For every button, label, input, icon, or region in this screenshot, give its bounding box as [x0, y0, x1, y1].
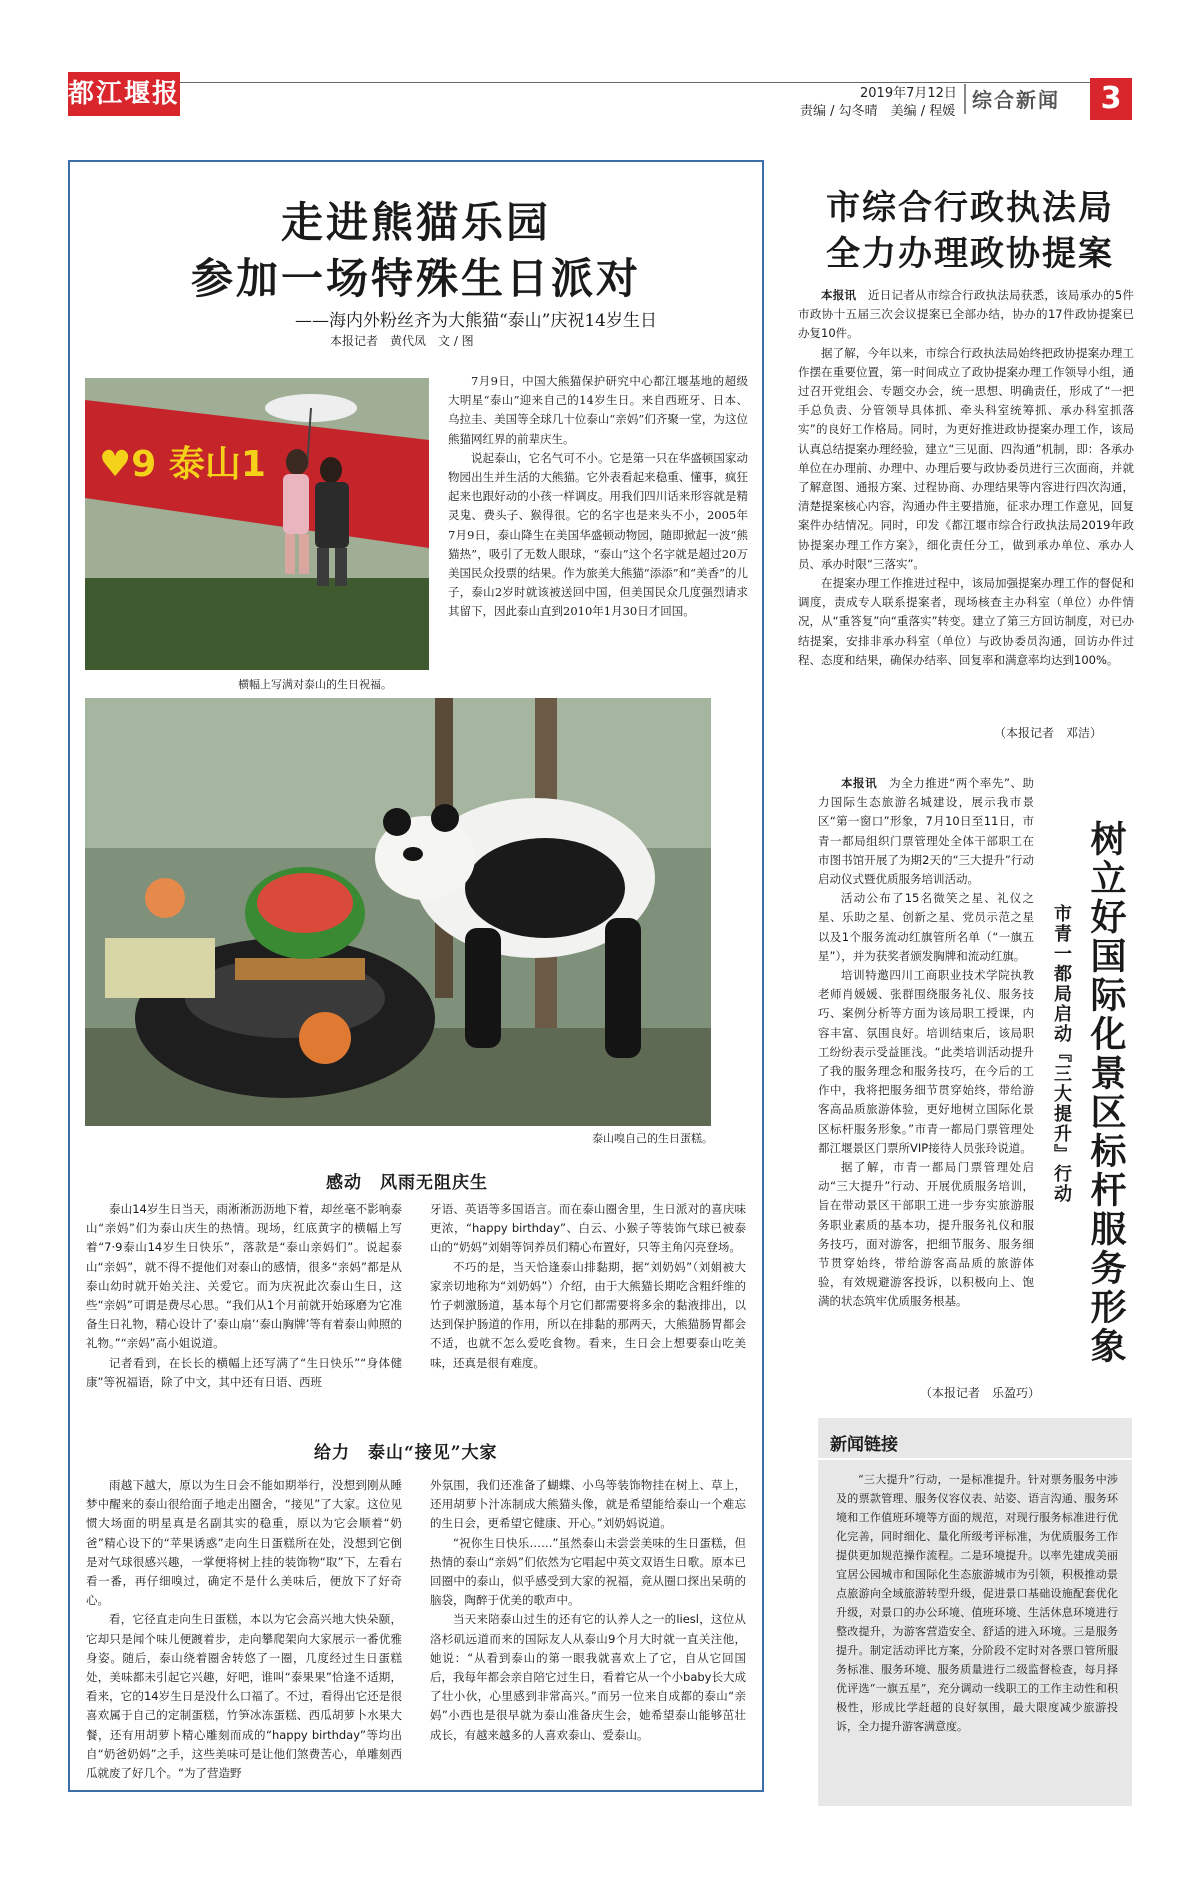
body-paragraph: 泰山14岁生日当天，雨淅淅沥沥地下着，却丝毫不影响泰山“亲妈”们为泰山庆生的热情。现场，红底黄字的横幅上写着“7·9泰山14岁生日快乐”，落款是“泰山亲妈们”。说起泰山“亲妈”，就不得不提他们对泰山的感情，很多“亲妈”都是从泰山幼时就开始关注、关爱它。而为庆祝此次泰山生日，这些“亲妈”可谓是费尽心思。“我们从1个月前就开始琢磨为它准备生日礼物，精心设计了‘泰山扇’‘泰山胸牌’等有着泰山帅照的礼物。”“亲妈”高小姐说道。 [86, 1202, 402, 1351]
body-paragraph: 当天来陪泰山过生的还有它的认养人之一的liesl，这位从洛杉矶远道而来的国际友人从泰山9个月大时就一直关注他，她说：“从看到泰山的第一眼我就喜欢上了它，自从它回国后，我每年都会亲自陪它过生日，看着它从一个小baby长大成了壮小伙，心里感到非常高兴。”而另一位来自成都的泰山“亲妈”小西也是很早就为泰山准备庆生会，她希望泰山能够茁壮成长，有越来越多的人喜欢泰山、爱泰山。 [430, 1612, 746, 1742]
issue-date: 2019年7月12日 [860, 86, 957, 101]
panda-article-subtitle: ——海内外粉丝齐为大熊猫“泰山”庆祝14岁生日 [294, 311, 657, 331]
page-number: 3 [1090, 78, 1132, 120]
panda-photo-illustration [85, 698, 711, 1126]
service-article-subtitle: 市青一都局启动『三大提升』行动 [1051, 904, 1072, 1204]
newspaper-logo: 都江堰报 [68, 72, 180, 116]
body-paragraph: 为全力推进“两个率先”、助力国际生态旅游名城建设，展示我市景区“第一窗口”形象，7月10日至11日，市青一都局组织门票管理处全体干部职工在市图书馆开展了为期2天的“三大提升”行动启动仪式暨优质服务培训活动。 [818, 776, 1035, 887]
enforcement-article-title-line2: 全力办理政协提案 [826, 234, 1114, 274]
section2-column-right [430, 1476, 746, 1745]
panda-article-intro [448, 372, 748, 622]
news-link-text: “三大提升”行动，一是标准提升。针对票务服务中涉及的票款管理、服务仪容仪表、站姿、语言沟通、服务环境和工作值班环境等方面的规范，对现行服务标准进行优化完善，同时细化、量化所级考评标准，为优质服务工作提供更加规范操作流程。二是环境提升。以率先建成美丽宜居公园城市和国际化生态旅游城市为引领，积极推动景点旅游向全域旅游转型升级，促进景口基础设施配套优化升级，对景口的办公环境、值班环境、生活休息环境进行整改提升，为游客营造安全、舒适的进入环境。三是服务提升。制定活动评比方案，分阶段不定时对各票口管所服务标准、服务环境、服务质量进行二级监督检查，每月择优评选“一旗五星”，充分调动一线职工的工作主动性和积极性，形成比学赶超的良好氛围，最大限度减少旅游投诉，全力提升游客满意度。 [836, 1473, 1118, 1733]
section1-heading: 感动 风雨无阻庆生 [326, 1173, 488, 1193]
banner-photo-text: ♥9 泰山1 [99, 444, 266, 485]
panda-article-title-line2: 参加一场特殊生日派对 [190, 254, 641, 303]
enforcement-article-byline: （本报记者 邓洁） [994, 726, 1103, 740]
service-article-body [818, 774, 1034, 1312]
news-link-divider [818, 1458, 1132, 1460]
page-editors: 责编 / 勾冬晴 美编 / 程媛 [800, 104, 956, 119]
news-link-heading: 新闻链接 [830, 1435, 898, 1455]
panda-intro-paragraph-1: 7月9日，中国大熊猫保护研究中心都江堰基地的超级大明星“泰山”迎来自己的14岁生日。来自西班牙、日本、乌拉圭、美国等全球几十位泰山“亲妈”们齐聚一堂，为这位熊猫网红界的前辈庆生。 [448, 374, 748, 446]
body-paragraph: 在提案办理工作推进过程中，该局加强提案办理工作的督促和调度，责成专人联系提案者，现场核查主办科室（单位）办件情况，从“重答复”向“重落实”转变。建立了第三方回访制度，对已办结提案，安排非承办科室（单位）与政协委员沟通，回访办件过程、态度和结果，确保办结率、回复率和满意率均达到100%。 [798, 576, 1134, 667]
section2-heading: 给力 泰山“接见”大家 [314, 1443, 498, 1463]
section2-column-left [86, 1476, 402, 1783]
panda-intro-paragraph-2: 说起泰山，它名气可不小。它是第一只在华盛顿国家动物园出生并生活的大熊猫。它外表看起来稳重、懂事，疯狂起来也跟好动的小孩一样调皮。用我们四川话来形容就是精灵鬼、费头子、猴得很。它的名字也是来头不小，2005年7月9日，泰山降生在美国华盛顿动物园，随即掀起一波“熊猫热”，吸引了无数人眼球，“泰山”这个名字就是超过20万美国民众投票的结果。作为旅美大熊猫“添添”和“美香”的儿子，泰山2岁时就该被送回中国，但美国民众几度强烈请求其留下，因此泰山直到2010年1月30日才回国。 [448, 450, 748, 619]
section-name: 综合新闻 [972, 88, 1060, 112]
body-paragraph: 外氛围，我们还准备了蝴蝶、小鸟等装饰物挂在树上、草上，还用胡萝卜汁冻制成大熊猫头像，就是希望能给泰山一个难忘的生日会，更希望它健康、开心。”刘奶妈说道。 [430, 1478, 746, 1531]
panda-photo [85, 698, 711, 1126]
body-paragraph: 不巧的是，当天恰逢泰山排黏期，据“刘奶妈”（刘娟被大家亲切地称为“刘奶妈”）介绍，由于大熊猫长期吃含粗纤维的竹子刺激肠道，基本每个月它们都需要将多余的黏液排出，以达到保护肠道的作用，所以在排黏的那两天，大熊猫肠胃都会不适，也就不怎么爱吃食物。看来，生日会上想要泰山吃美味，还真是很有难度。 [430, 1259, 746, 1370]
banner-photo-caption: 横幅上写满对泰山的生日祝福。 [238, 678, 392, 691]
body-paragraph: 据了解，今年以来，市综合行政执法局始终把政协提案办理工作摆在重要位置，第一时间成立了政协提案办理工作领导小组，通过召开党组会、专题交办会，统一思想、明确责任，形成了“一把手总负责、分管领导具体抓、牵头科室统筹抓、承办科室抓落实”的良好工作格局。同时，为更好推进政协提案办理工作，该局认真总结提案办理经验，建立“三见面、四沟通”机制，即：各承办单位在办理前、办理中、办理后要与政协委员进行三次面商，并就了解意图、通报方案、过程协商、办理结果等内容进行四次沟通，清楚提案核心内容，沟通办件主要措施，征求办理工作意见，回复案件办结情况。同时，印发《都江堰市综合行政执法局2019年政协提案办理工作方案》，细化责任分工，做到承办单位、承办人员、承办时限“三落实”。 [798, 345, 1134, 571]
service-article-title: 树立好国际化景区标杆服务形象 [1085, 820, 1127, 1366]
dateline: 本报讯 [841, 776, 878, 790]
dateline: 本报讯 [821, 288, 857, 302]
service-article-byline: （本报记者 乐盈巧） [920, 1386, 1041, 1400]
body-paragraph: 活动公布了15名微笑之星、礼仪之星、乐助之星、创新之星、党员示范之星以及1个服务流动红旗管所名单（“一旗五星”），并为获奖者颁发胸牌和流动红旗。 [818, 891, 1034, 963]
header-rule [68, 82, 1132, 83]
body-paragraph: 培训特邀四川工商职业技术学院执教老师肖媛媛、张群围绕服务礼仪、服务技巧、案例分析等方面为该局职工授课，内容丰富、氛围良好。培训结束后，该局职工纷纷表示受益匪浅。“此类培训活动提升了我的服务理念和服务技巧，在今后的工作中，我将把服务细节贯穿始终，带给游客高品质旅游体验，更好地树立国际化景区标杆服务形象。”市青一都局门票管理处都江堰景区门票所VIP接待人员张玲说道。 [818, 968, 1034, 1155]
section1-column-left [86, 1200, 402, 1392]
body-paragraph: 牙语、英语等多国语言。而在泰山圈舍里，生日派对的喜庆味更浓，“happy birthday”、白云、小猴子等装饰气球已被泰山的“奶妈”刘娟等饲养员们精心布置好，只等主角闪亮登场。 [430, 1202, 746, 1255]
enforcement-article-body [798, 286, 1134, 670]
body-paragraph: 近日记者从市综合行政执法局获悉，该局承办的5件市政协十五届三次会议提案已全部办结，协办的17件政协提案已办复10件。 [798, 288, 1135, 341]
body-paragraph: 雨越下越大，原以为生日会不能如期举行，没想到刚从睡梦中醒来的泰山很给面子地走出圈舍，“接见”了大家。这位见惯大场面的明星真是名副其实的稳重，原以为它会顺着“奶爸”精心设下的“苹果诱惑”走向生日蛋糕所在处，没想到它倒是对气球很感兴趣，一掌便将树上挂的装饰物“取”下，左看右看一番，再仔细嗅过，确定不是什么美味后，便放下了好奇心。 [86, 1478, 402, 1608]
body-paragraph: “祝你生日快乐……”虽然泰山未尝尝美味的生日蛋糕，但热情的泰山“亲妈”们依然为它唱起中英文双语生日歌。原本已回圈中的泰山，似乎感受到大家的祝福，竟从圈口探出呆萌的脑袋，陶醉于优美的歌声中。 [430, 1535, 746, 1608]
body-paragraph: 据了解，市青一都局门票管理处启动“三大提升”行动、开展优质服务培训，旨在带动景区干部职工进一步夯实旅游服务职业素质的基本功，提升服务礼仪和服务技巧，面对游客，把细节服务、服务细节贯穿始终，带给游客高品质的旅游体验，有效规避游客投诉，以积极向上、饱满的状态筑牢优质服务根基。 [818, 1160, 1034, 1309]
section1-column-right [430, 1200, 746, 1373]
body-paragraph: 看，它径直走向生日蛋糕，本以为它会高兴地大快朵颐，它却只是闻个味儿便踱着步，走向攀爬架向大家展示一番优雅身姿。随后，泰山绕着圈舍转悠了一圈，几度经过生日蛋糕处，美味都未引起它兴趣，好吧，谁叫“泰果果”恰逢不适期，看来，它的14岁生日是没什么口福了。不过，看得出它还是很喜欢属于自己的定制蛋糕，竹笋冰冻蛋糕、西瓜胡萝卜水果大餐，还有用胡萝卜精心雕刻而成的“happy birthday”等均出自“奶爸奶妈”之手，这些美味可是让他们煞费苦心，单雕刻西瓜就废了好几个。“为了营造野 [86, 1612, 402, 1781]
banner-photo-illustration [85, 378, 429, 670]
header-separator [964, 84, 966, 114]
panda-article-byline: 本报记者 黄代凤 文 / 图 [330, 334, 474, 348]
panda-article-title-line1: 走进熊猫乐园 [280, 198, 551, 247]
enforcement-article-title-line1: 市综合行政执法局 [826, 188, 1114, 228]
banner-photo [85, 378, 429, 670]
panda-photo-caption: 泰山嗅自己的生日蛋糕。 [592, 1132, 713, 1145]
body-paragraph: 记者看到，在长长的横幅上还写满了“生日快乐”“身体健康”等祝福语，除了中文，其中还有日语、西班 [86, 1355, 402, 1389]
